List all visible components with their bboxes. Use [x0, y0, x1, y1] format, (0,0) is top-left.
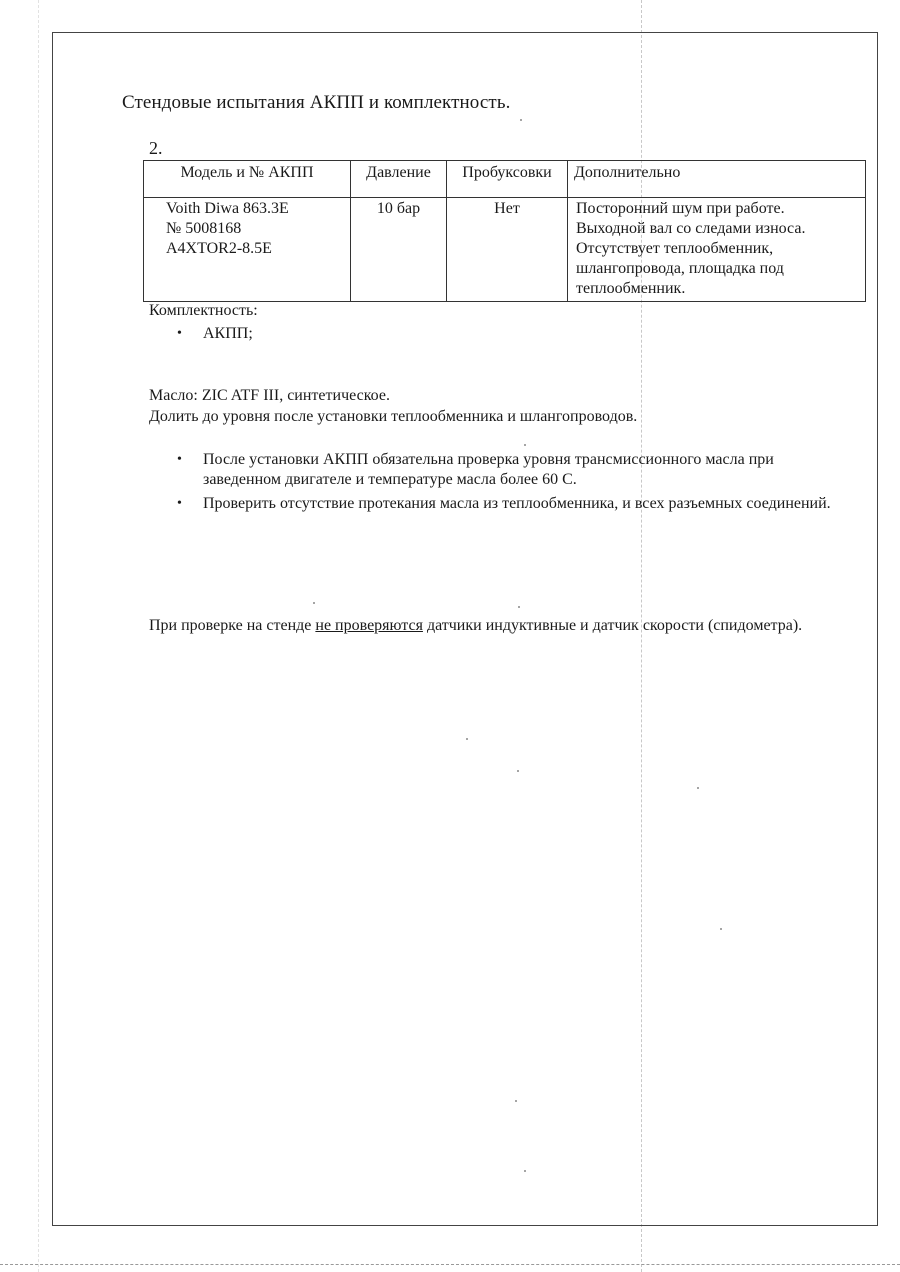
note-text: датчики индуктивные и датчик скорости (спидометра). [422, 617, 803, 634]
list-item [150, 324, 850, 344]
extra-line: теплообменник. [576, 280, 686, 297]
header-pressure: Давление [351, 161, 447, 198]
table-row [144, 198, 866, 302]
test-results-table [143, 160, 866, 302]
scan-artifact-line [38, 0, 39, 1272]
model-code: A4XTOR2-8.5E [166, 240, 272, 257]
cell-slippage: Нет [447, 198, 568, 302]
fill-line: Долить до уровня после установки теплообменника и шлангопроводов. [149, 408, 638, 425]
table-header-row [144, 161, 866, 198]
scan-artifact-line [0, 1264, 900, 1265]
cell-model [144, 198, 351, 302]
note-emphasis: не проверяются [315, 617, 423, 634]
list-item [150, 450, 850, 490]
model-name: Voith Diwa 863.3E [166, 200, 289, 217]
bullet-icon: • [177, 496, 182, 511]
header-slippage: Пробуксовки [447, 161, 568, 198]
header-extra: Дополнительно [568, 161, 866, 198]
extra-line: Отсутствует теплообменник, [576, 240, 774, 257]
header-model: Модель и № АКПП [144, 161, 351, 198]
list-item [150, 494, 850, 514]
list-item-text: После установки АКПП обязательна проверка уровня трансмиссионного масла при заведенном двигателе и температуре масла более 60 С. [203, 451, 774, 488]
stand-check-note [149, 616, 829, 636]
extra-line: Выходной вал со следами износа. [576, 220, 806, 237]
list-item-text: АКПП; [203, 325, 253, 342]
section-number: 2. [149, 138, 163, 158]
list-item-text: Проверить отсутствие протекания масла из теплообменника, и всех разъемных соединений. [203, 495, 831, 512]
cell-extra [568, 198, 866, 302]
cell-pressure: 10 бар [351, 198, 447, 302]
bullet-icon: • [177, 452, 182, 467]
document-heading: Стендовые испытания АКПП и комплектность. [122, 92, 511, 113]
serial-number: № 5008168 [166, 220, 242, 237]
oil-info [149, 385, 637, 427]
oil-line: Масло: ZIC ATF III, синтетическое. [149, 387, 390, 404]
extra-line: шлангопровода, площадка под [576, 260, 784, 277]
extra-line: Посторонний шум при работе. [576, 200, 785, 217]
instructions-list [150, 450, 850, 515]
completeness-list [150, 324, 850, 345]
bullet-icon: • [177, 326, 182, 341]
completeness-label: Комплектность: [149, 302, 258, 319]
note-text: При проверке на стенде [149, 617, 316, 634]
